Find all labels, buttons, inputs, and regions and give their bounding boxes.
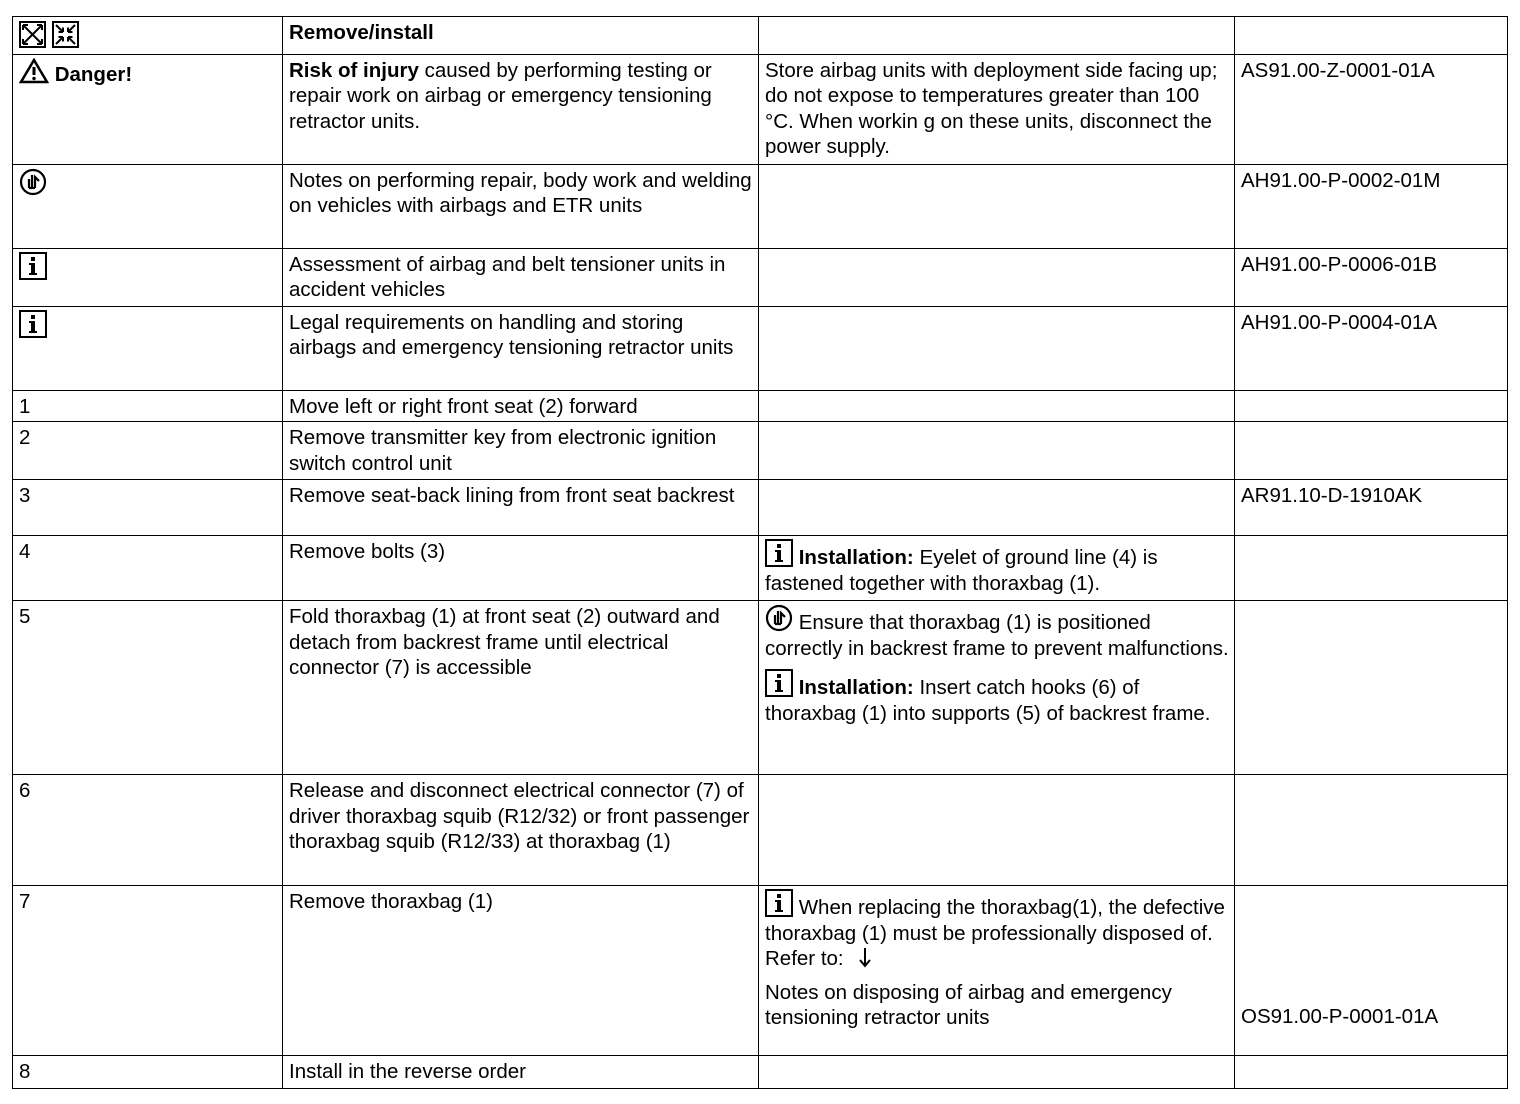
reference-cell — [1235, 601, 1508, 775]
header-empty-cell — [1235, 17, 1508, 55]
reference-link[interactable]: AH91.00-P-0006-01B — [1235, 248, 1508, 306]
step-note — [759, 390, 1235, 422]
refer-label: Refer to: — [765, 947, 844, 970]
danger-text: caused by performing testing or repair work on airbag or emergency tensioning retractor units. — [289, 58, 712, 133]
step-number: 3 — [13, 480, 283, 536]
table-row — [13, 54, 1508, 164]
step-description — [283, 54, 759, 164]
step-description: Remove seat-back lining from front seat backrest — [283, 480, 759, 536]
step-note — [759, 536, 1235, 601]
note-block — [765, 889, 1229, 946]
step-description: Move left or right front seat (2) forward — [283, 390, 759, 422]
header-title: Remove/install — [283, 17, 759, 55]
note-text: When replacing the thoraxbag(1), the defective thoraxbag (1) must be professionally disposed of. — [765, 896, 1225, 945]
step-note — [759, 601, 1235, 775]
note-block — [765, 604, 1229, 661]
table-header-row — [13, 17, 1508, 55]
table-row — [13, 775, 1508, 886]
danger-label-cell — [13, 54, 283, 164]
step-description: Remove transmitter key from electronic ignition switch control unit — [283, 422, 759, 480]
info-icon — [765, 539, 793, 567]
reference-link[interactable]: AR91.10-D-1910AK — [1235, 480, 1508, 536]
procedure-table — [12, 16, 1508, 1089]
note-block — [765, 669, 1229, 726]
info-icon — [765, 669, 793, 697]
caution-hand-icon — [765, 604, 793, 632]
reference-cell — [1235, 422, 1508, 480]
danger-title: Risk of injury — [289, 58, 419, 82]
remove-arrows-icon — [19, 21, 46, 48]
table-row — [13, 480, 1508, 536]
reference-cell — [1235, 536, 1508, 601]
table-row — [13, 248, 1508, 306]
table-row — [13, 164, 1508, 248]
info-icon — [765, 889, 793, 917]
reference-link[interactable]: AH91.00-P-0004-01A — [1235, 306, 1508, 390]
step-number: 6 — [13, 775, 283, 886]
step-note: Store airbag units with deployment side facing up; do not expose to temperatures greater than 100 °C. When workin g on these units, disconnect the power supply. — [759, 54, 1235, 164]
note-text: Ensure that thoraxbag (1) is positioned correctly in backrest frame to prevent malfunctions. — [765, 611, 1229, 660]
reference-link[interactable]: OS91.00-P-0001-01A — [1241, 1004, 1439, 1028]
arrow-down-icon — [855, 946, 875, 968]
step-number: 2 — [13, 422, 283, 480]
step-description: Assessment of airbag and belt tensioner units in accident vehicles — [283, 248, 759, 306]
step-note — [759, 886, 1235, 1056]
table-row — [13, 1056, 1508, 1089]
caution-hand-icon — [19, 168, 47, 196]
table-row — [13, 886, 1508, 1056]
note-text: Notes on disposing of airbag and emergency tensioning retractor units — [765, 980, 1172, 1029]
reference-link[interactable]: AH91.00-P-0002-01M — [1235, 164, 1508, 248]
step-description: Install in the reverse order — [283, 1056, 759, 1089]
step-number: 7 — [13, 886, 283, 1056]
note-label: Installation: — [798, 546, 914, 569]
note-icon-cell — [13, 164, 283, 248]
header-icons-cell — [13, 17, 283, 55]
table-row — [13, 422, 1508, 480]
step-description: Notes on performing repair, body work and welding on vehicles with airbags and ETR units — [283, 164, 759, 248]
step-note — [759, 422, 1235, 480]
step-note — [759, 480, 1235, 536]
table-row — [13, 390, 1508, 422]
reference-cell — [1235, 886, 1508, 1056]
note-text: Eyelet of ground line (4) is fastened together with thoraxbag (1). — [765, 546, 1158, 595]
table-row — [13, 601, 1508, 775]
note-icon-cell — [13, 248, 283, 306]
refer-line — [765, 946, 1229, 972]
reference-cell — [1235, 775, 1508, 886]
step-note — [759, 775, 1235, 886]
header-empty-cell — [759, 17, 1235, 55]
step-number: 5 — [13, 601, 283, 775]
step-description: Release and disconnect electrical connector (7) of driver thoraxbag squib (R12/32) or front passenger thoraxbag squib (R12/33) at thoraxbag (1) — [283, 775, 759, 886]
step-description: Legal requirements on handling and storing airbags and emergency tensioning retractor units — [283, 306, 759, 390]
reference-cell — [1235, 1056, 1508, 1089]
step-number: 1 — [13, 390, 283, 422]
danger-label: Danger! — [54, 62, 133, 86]
step-number: 8 — [13, 1056, 283, 1089]
reference-link[interactable]: AS91.00-Z-0001-01A — [1235, 54, 1508, 164]
install-arrows-icon — [52, 21, 79, 48]
step-note — [759, 164, 1235, 248]
table-row — [13, 306, 1508, 390]
info-icon — [19, 310, 47, 338]
note-text: Insert catch hooks (6) of thoraxbag (1) into supports (5) of backrest frame. — [765, 676, 1211, 725]
step-description: Fold thoraxbag (1) at front seat (2) outward and detach from backrest frame until electrical connector (7) is accessible — [283, 601, 759, 775]
step-note — [759, 306, 1235, 390]
table-row — [13, 536, 1508, 601]
step-description: Remove bolts (3) — [283, 536, 759, 601]
note-label: Installation: — [798, 676, 914, 699]
warning-triangle-icon — [19, 58, 49, 84]
step-note — [759, 248, 1235, 306]
reference-cell — [1235, 390, 1508, 422]
step-number: 4 — [13, 536, 283, 601]
info-icon — [19, 252, 47, 280]
note-icon-cell — [13, 306, 283, 390]
step-note — [759, 1056, 1235, 1089]
step-description: Remove thoraxbag (1) — [283, 886, 759, 1056]
